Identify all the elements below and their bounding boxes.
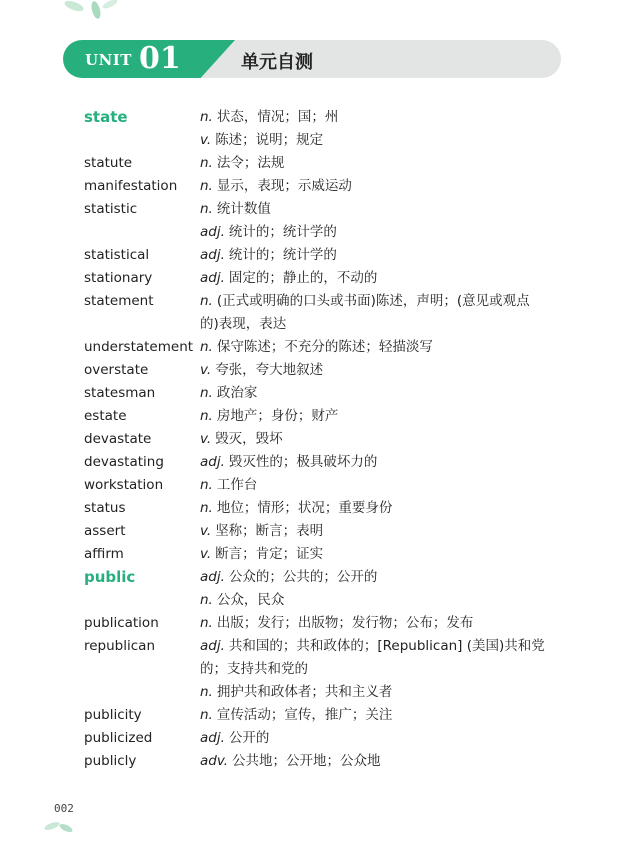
vocab-sense xyxy=(200,129,564,152)
vocab-sense xyxy=(200,451,564,474)
vocab-sense xyxy=(200,658,564,681)
vocab-sense xyxy=(200,612,564,635)
vocab-entry xyxy=(84,474,564,497)
leaf-decoration-icon xyxy=(52,0,122,22)
vocab-sense xyxy=(200,750,564,773)
vocab-entry xyxy=(84,543,564,566)
vocab-word: estate xyxy=(84,408,127,424)
vocab-senses xyxy=(200,382,564,405)
vocab-sense xyxy=(200,359,564,382)
vocab-senses xyxy=(200,612,564,635)
vocab-entry xyxy=(84,635,564,704)
vocab-entry xyxy=(84,451,564,474)
vocab-sense xyxy=(200,497,564,520)
vocab-word: stationary xyxy=(84,270,153,286)
vocab-entry xyxy=(84,336,564,359)
definition: 房地产；身份；财产 xyxy=(216,408,339,424)
vocab-word: devastate xyxy=(84,431,152,447)
vocab-sense xyxy=(200,152,564,175)
vocab-senses xyxy=(200,106,564,152)
part-of-speech: v. xyxy=(200,431,212,447)
definition: 坚称；断言；表明 xyxy=(215,523,324,539)
definition: 工作台 xyxy=(216,477,258,493)
definition: (正式或明确的口头或书面)陈述，声明；(意见或观点 xyxy=(216,293,530,309)
page-title: 单元自测 xyxy=(241,52,313,73)
vocab-senses xyxy=(200,543,564,566)
vocab-senses xyxy=(200,520,564,543)
part-of-speech: v. xyxy=(200,523,212,539)
definition: 显示，表现；示威运动 xyxy=(216,178,352,194)
part-of-speech: n. xyxy=(200,500,213,516)
definition: 拥护共和政体者；共和主义者 xyxy=(216,684,393,700)
definition: 毁灭，毁坏 xyxy=(215,431,283,447)
vocab-entry xyxy=(84,244,564,267)
vocab-entry xyxy=(84,704,564,727)
unit-label: UNIT xyxy=(85,51,132,69)
vocab-entry xyxy=(84,359,564,382)
vocab-senses xyxy=(200,336,564,359)
definition: 统计数值 xyxy=(216,201,271,217)
part-of-speech: n. xyxy=(200,155,213,171)
vocab-word: understatement xyxy=(84,339,194,355)
vocab-senses xyxy=(200,244,564,267)
part-of-speech: n. xyxy=(200,201,213,217)
vocab-sense xyxy=(200,198,564,221)
definition: 出版；发行；出版物；发行物；公布；发布 xyxy=(216,615,474,631)
vocab-entry xyxy=(84,267,564,290)
vocab-sense xyxy=(200,428,564,451)
vocab-word: republican xyxy=(84,638,156,654)
part-of-speech: n. xyxy=(200,615,213,631)
part-of-speech: n. xyxy=(200,339,213,355)
vocab-word: statistical xyxy=(84,247,150,263)
vocab-word: status xyxy=(84,500,126,516)
vocab-sense xyxy=(200,681,564,704)
vocab-word: statistic xyxy=(84,201,138,217)
vocab-senses xyxy=(200,474,564,497)
page-number: 002 xyxy=(54,802,74,815)
vocab-word: statute xyxy=(84,155,133,171)
vocab-entry xyxy=(84,106,564,152)
part-of-speech: n. xyxy=(200,178,213,194)
definition: 统计的；统计学的 xyxy=(228,247,337,263)
vocab-entry xyxy=(84,566,564,612)
unit-number: 01 xyxy=(139,41,181,76)
definition: 法令；法规 xyxy=(216,155,285,171)
part-of-speech: n. xyxy=(200,408,213,424)
vocab-senses xyxy=(200,198,564,244)
vocab-senses xyxy=(200,290,564,336)
part-of-speech: adj. xyxy=(200,569,225,585)
leaf-decoration-icon xyxy=(40,812,80,834)
definition: 陈述；说明；规定 xyxy=(215,132,324,148)
vocab-entry xyxy=(84,497,564,520)
vocab-entry xyxy=(84,727,564,750)
definition: 固定的；静止的，不动的 xyxy=(228,270,378,286)
definition: 公众，民众 xyxy=(216,592,285,608)
definition: 断言；肯定；证实 xyxy=(215,546,324,562)
vocab-entry xyxy=(84,520,564,543)
part-of-speech: adj. xyxy=(200,247,225,263)
vocab-sense xyxy=(200,106,564,129)
part-of-speech: n. xyxy=(200,592,213,608)
vocab-senses xyxy=(200,750,564,773)
vocab-senses xyxy=(200,428,564,451)
vocab-entry xyxy=(84,405,564,428)
unit-title-band xyxy=(183,40,561,78)
vocab-senses xyxy=(200,451,564,474)
part-of-speech: v. xyxy=(200,546,212,562)
part-of-speech: v. xyxy=(200,132,212,148)
vocab-word: manifestation xyxy=(84,178,178,194)
vocab-sense xyxy=(200,635,564,658)
part-of-speech: n. xyxy=(200,477,213,493)
definition: 夸张，夸大地叙述 xyxy=(215,362,324,378)
vocab-sense xyxy=(200,566,564,589)
part-of-speech: n. xyxy=(200,707,213,723)
vocab-sense xyxy=(200,382,564,405)
vocab-entry xyxy=(84,198,564,244)
vocab-senses xyxy=(200,175,564,198)
definition: 公开的 xyxy=(228,730,270,746)
vocab-sense xyxy=(200,290,564,313)
vocab-sense xyxy=(200,313,564,336)
vocab-sense xyxy=(200,589,564,612)
definition: 公共地；公开地；公众地 xyxy=(232,753,381,769)
vocab-sense xyxy=(200,221,564,244)
vocab-entry xyxy=(84,612,564,635)
definition: 宣传活动；宣传，推广；关注 xyxy=(216,707,393,723)
part-of-speech: v. xyxy=(200,362,212,378)
definition: 统计的；统计学的 xyxy=(228,224,337,240)
vocab-senses xyxy=(200,727,564,750)
vocab-sense xyxy=(200,543,564,566)
vocab-word: publicized xyxy=(84,730,153,746)
vocab-word: devastating xyxy=(84,454,164,470)
part-of-speech: adj. xyxy=(200,730,225,746)
part-of-speech: adj. xyxy=(200,224,225,240)
vocab-senses xyxy=(200,267,564,290)
vocab-word: publicly xyxy=(84,753,137,769)
part-of-speech: n. xyxy=(200,293,213,309)
part-of-speech: adj. xyxy=(200,454,225,470)
part-of-speech: n. xyxy=(200,385,213,401)
vocabulary-list xyxy=(84,106,564,773)
vocab-word: statement xyxy=(84,293,154,309)
headword: public xyxy=(84,568,136,586)
vocab-word: publicity xyxy=(84,707,142,723)
vocab-word: statesman xyxy=(84,385,156,401)
definition: 保守陈述；不充分的陈述；轻描淡写 xyxy=(216,339,433,355)
definition: 的；支持共和党的 xyxy=(200,661,308,677)
part-of-speech: n. xyxy=(200,109,213,125)
part-of-speech: adv. xyxy=(200,753,229,769)
vocab-senses xyxy=(200,704,564,727)
vocab-senses xyxy=(200,566,564,612)
vocab-entry xyxy=(84,152,564,175)
vocab-word: overstate xyxy=(84,362,149,378)
vocab-sense xyxy=(200,474,564,497)
vocab-entry xyxy=(84,382,564,405)
vocab-senses xyxy=(200,359,564,382)
vocab-sense xyxy=(200,175,564,198)
definition: 状态，情况；国；州 xyxy=(216,109,339,125)
vocab-sense xyxy=(200,405,564,428)
vocab-sense xyxy=(200,704,564,727)
vocab-entry xyxy=(84,428,564,451)
headword: state xyxy=(84,108,128,126)
vocab-entry xyxy=(84,750,564,773)
vocab-word: affirm xyxy=(84,546,124,562)
vocab-senses xyxy=(200,152,564,175)
definition: 地位；情形；状况；重要身份 xyxy=(216,500,393,516)
vocab-word: publication xyxy=(84,615,159,631)
vocab-sense xyxy=(200,244,564,267)
definition: 的)表现，表达 xyxy=(200,316,287,332)
unit-header xyxy=(63,40,561,78)
vocab-senses xyxy=(200,497,564,520)
vocab-word: assert xyxy=(84,523,126,539)
vocab-entry xyxy=(84,290,564,336)
definition: 共和国的；共和政体的；[Republican] (美国)共和党 xyxy=(228,638,545,654)
part-of-speech: n. xyxy=(200,684,213,700)
vocab-senses xyxy=(200,635,564,704)
vocab-word: workstation xyxy=(84,477,164,493)
vocab-sense xyxy=(200,520,564,543)
vocab-sense xyxy=(200,727,564,750)
vocab-entry xyxy=(84,175,564,198)
definition: 公众的；公共的；公开的 xyxy=(228,569,378,585)
definition: 毁灭性的；极具破坏力的 xyxy=(228,454,378,470)
vocab-sense xyxy=(200,267,564,290)
definition: 政治家 xyxy=(216,385,258,401)
part-of-speech: adj. xyxy=(200,638,225,654)
part-of-speech: adj. xyxy=(200,270,225,286)
vocab-senses xyxy=(200,405,564,428)
vocab-sense xyxy=(200,336,564,359)
